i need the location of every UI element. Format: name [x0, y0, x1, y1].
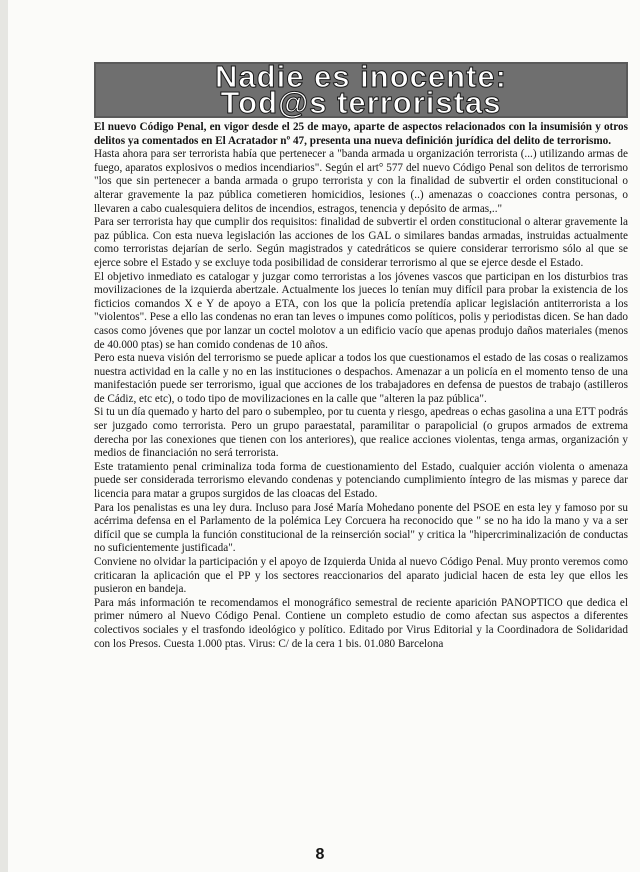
title-line-1: Nadie es inocente: — [215, 59, 507, 94]
scan-edge — [0, 0, 8, 872]
title-banner — [94, 59, 628, 120]
lead-paragraph: El nuevo Código Penal, en vigor desde el 25 de mayo, aparte de aspectos relacionados con la insumisión y otros delitos ya comentados en El Acratador nº 47, presenta una nueva definición jurídica del delito de terrorismo. — [94, 121, 628, 147]
paragraph-2: Para ser terrorista hay que cumplir dos requisitos: finalidad de subvertir el orden constitucional o alterar gravemente la paz pública. Con esta nueva legislación las acciones de los GAL o similares bandas armadas, instruidas actualmente como terroristas dejarían de serlo. Según magistrados y catedráticos se quiere considerar terrorismo sólo al que se ejerce sobre el Estado y se excluye toda posibilidad de considerar terrorismo al que se ejerce desde el Estado. — [94, 216, 628, 269]
paragraph-6: Este tratamiento penal criminaliza toda forma de cuestionamiento del Estado, cualquier acción violenta o amenaza puede ser considerada terrorismo elevando condenas y potenciando cumplimiento íntegro de las mismas y parece dar licencia para matar a grupos surgidos de las cloacas del Estado. — [94, 460, 628, 501]
paragraph-8: Conviene no olvidar la participación y el apoyo de Izquierda Unida al nuevo Código Penal. Muy pronto veremos como criticaran la aplicación que el PP y los sectores reaccionarios del aparato judicial hacen de esta ley que ellos les pusieron en bandeja. — [94, 556, 628, 596]
paragraph-9: Para más información te recomendamos el monográfico semestral de reciente aparición PANOPTICO que dedica el primer número al Nuevo Código Penal. Contiene un completo estudio de como afectan sus aspectos a diferentes colectivos sociales y el trasfondo ideológico y político. Editado por Virus Editorial y la Coordinadora de Solidaridad con los Presos. Cuesta 1.000 ptas. Virus: C/ de la cera 1 bis. 01.080 Barcelona — [94, 596, 628, 650]
paragraph-3: El objetivo inmediato es catalogar y juzgar como terroristas a los jóvenes vascos que participan en los disturbios tras movilizaciones de la izquierda abertzale. Actualmente los jueces lo tenían muy difícil para probar la existencia de los ficticios comandos X e Y de apoyo a ETA, con los que la policía pretendía aplicar legislación antiterrorista a los "violentos". Pese a ello las condenas no eran tan leves o impunes como políticos, polis y periodistas dicen. Se han dado casos como jóvenes que por lanzar un coctel molotov a un edificio vacío que apenas produjo daños materiales (menos de 40.000 ptas) se han comido condenas de 10 años. — [94, 270, 628, 351]
paragraph-7: Para los penalistas es una ley dura. Incluso para José María Mohedano ponente del PSOE en esta ley y famoso por su acérrima defensa en el Parlamento de la polémica Ley Corcuera ha reconocido que " se no ha ido la mano y va a ser difícil que se cumpla la función constitucional de la reinserción social" y critica la "hipercriminalización de conductas no suficientemente justificada". — [94, 501, 628, 555]
paragraph-5: Si tu un día quemado y harto del paro o subempleo, por tu cuenta y riesgo, apedreas o echas gasolina a una ETT podrás ser juzgado como terrorista. Pero un grupo paraestatal, paramilitar o parapolicial (o grupos armados de extrema derecha por las conexiones que tienen con los anteriores), que realice acciones violentas, tenga armas, organización y medios de financiación no será terrorista. — [94, 406, 628, 460]
page-number: 8 — [315, 846, 325, 863]
paragraph-1: Hasta ahora para ser terrorista había que pertenecer a "banda armada u organización terrorista (...) utilizando armas de fuego, aparatos explosivos o medios incendiarios". Según el art° 577 del nuevo Código Penal son delitos de terrorismo "los que sin pertenecer a banda armada o grupo terrorista y con la finalidad de subvertir el orden constitucional o alterar gravemente la paz pública cometieren homicidios, lesiones (..) amenazas o coacciones contra personas, o llevaren a cabo cualesquiera delitos de incendios, estragos, tenencia y depósito de armas,.." — [94, 148, 628, 215]
article-body — [94, 121, 628, 651]
paragraph-4: Pero esta nueva visión del terrorismo se puede aplicar a todos los que cuestionamos el estado de las cosas o realizamos nuestra actividad en la calle y no en las instituciones o despachos. Amenazar a un policía en el momento tenso de una manifestación puede ser terrorismo, igual que acciones de los trabajadores en defensa de puestos de trabajo (astilleros de Cádiz, etc etc), o todo tipo de movilizaciones en la calle que "alteren la paz pública". — [94, 352, 628, 405]
title-line-2: Tod@s terroristas — [220, 85, 502, 120]
